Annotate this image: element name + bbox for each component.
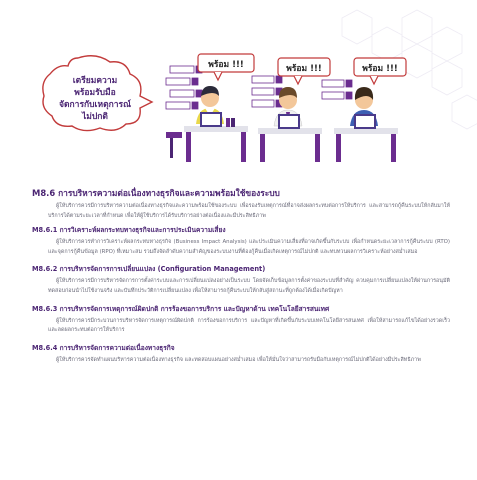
subsection-3-heading: M8.6.3 การบริหารจัดการเหตุการณ์ผิดปกติ การร้องขอการบริการ และปัญหาด้าน เทคโนโลยีสารสนเทศ	[32, 304, 330, 313]
desk-2	[258, 114, 322, 162]
desk-1	[166, 112, 248, 162]
bubble-person-2-text: พร้อม !!!	[286, 64, 322, 74]
subsection-2-text: ผู้ให้บริการควรมีการบริหารจัดการการตั้งค่าระบบและการเปลี่ยนแปลงอย่างเป็นระบบ โดยจัดเก็บข้อมูลการตั้งค่าของระบบที่สำคัญ ควบคุมการเปลี่ยนแปลงให้ผ่านการอนุมัติ ทดสอบก่อนนำไปใช้งานจริง และบันทึกประวัติการเปลี่ยนแปลง เพื่อให้สามารถกู้คืนระบบให้กลับสู่สถานะที่ถูกต้องได้เมื่อเกิดปัญหา	[48, 278, 450, 294]
desk-3	[334, 114, 398, 162]
document-body	[32, 187, 450, 365]
subsection-1	[32, 225, 450, 257]
speech-bubble-person-3	[354, 58, 406, 84]
ready-team-illustration	[0, 0, 477, 185]
section-heading: M8.6 การบริหารความต่อเนื่องทางธุรกิจและความพร้อมใช้ของระบบ	[32, 188, 280, 198]
speech-bubble-left	[43, 56, 152, 131]
subsection-4	[32, 343, 450, 366]
bubble-left-line-3: จัดการกับเหตุการณ์	[59, 100, 131, 110]
subsection-1-heading: M8.6.1 การวิเคราะห์ผลกระทบทางธุรกิจและการประเมินความเสี่ยง	[32, 226, 226, 235]
subsection-3	[32, 304, 450, 336]
bubble-left-line-2: พร้อมรับมือ	[74, 88, 116, 98]
bubble-left-line-1: เตรียมความ	[72, 76, 118, 86]
bubble-person-3-text: พร้อม !!!	[362, 64, 398, 74]
subsection-4-heading: M8.6.4 การบริหารจัดการความต่อเนื่องทางธุรกิจ	[32, 343, 175, 352]
subsection-3-text: ผู้ให้บริการควรมีกระบวนการบริหารจัดการเหตุการณ์ผิดปกติ การร้องขอการบริการ และปัญหาที่เกิดขึ้นกับระบบเทคโนโลยีสารสนเทศ เพื่อให้สามารถแก้ไขได้อย่างรวดเร็วและลดผลกระทบต่อการให้บริการ	[48, 317, 450, 334]
section-intro: ผู้ให้บริการควรมีการบริหารความต่อเนื่องทางธุรกิจและความพร้อมใช้ของระบบ เพื่อรองรับเหตุการณ์ที่อาจส่งผลกระทบต่อการให้บริการ และสามารถกู้คืนระบบให้กลับมาให้บริการได้ตามระยะเวลาที่กำหนด เพื่อให้ผู้ใช้บริการได้รับบริการอย่างต่อเนื่องและมีประสิทธิภาพ	[48, 203, 450, 219]
subsection-1-text: ผู้ให้บริการควรทำการวิเคราะห์ผลกระทบทางธุรกิจ (Business Impact Analysis) และประเมินความเสี่ยงที่อาจเกิดขึ้นกับระบบ เพื่อกำหนดระยะเวลาการกู้คืนระบบ (RTO) และจุดการกู้คืนข้อมูล (RPO) ที่เหมาะสม รวมถึงจัดลำดับความสำคัญของระบบงานที่ต้องกู้คืนเมื่อเกิดเหตุการณ์ไม่ปกติ และทบทวนผลการวิเคราะห์อย่างสม่ำเสมอ	[48, 239, 450, 255]
bubble-left-line-4: ไม่ปกติ	[82, 112, 108, 122]
subsection-2	[32, 264, 450, 296]
subsection-4-text: ผู้ให้บริการควรจัดทำแผนบริหารความต่อเนื่องทางธุรกิจ และทดสอบแผนอย่างสม่ำเสมอ เพื่อให้มั่นใจว่าสามารถรับมือกับเหตุการณ์ไม่ปกติได้อย่างมีประสิทธิภาพ	[56, 356, 421, 363]
speech-bubble-person-1	[198, 54, 254, 80]
bubble-person-1-text: พร้อม !!!	[208, 60, 244, 70]
subsection-2-heading: M8.6.2 การบริหารจัดการการเปลี่ยนแปลง (Configuration Management)	[32, 265, 266, 274]
